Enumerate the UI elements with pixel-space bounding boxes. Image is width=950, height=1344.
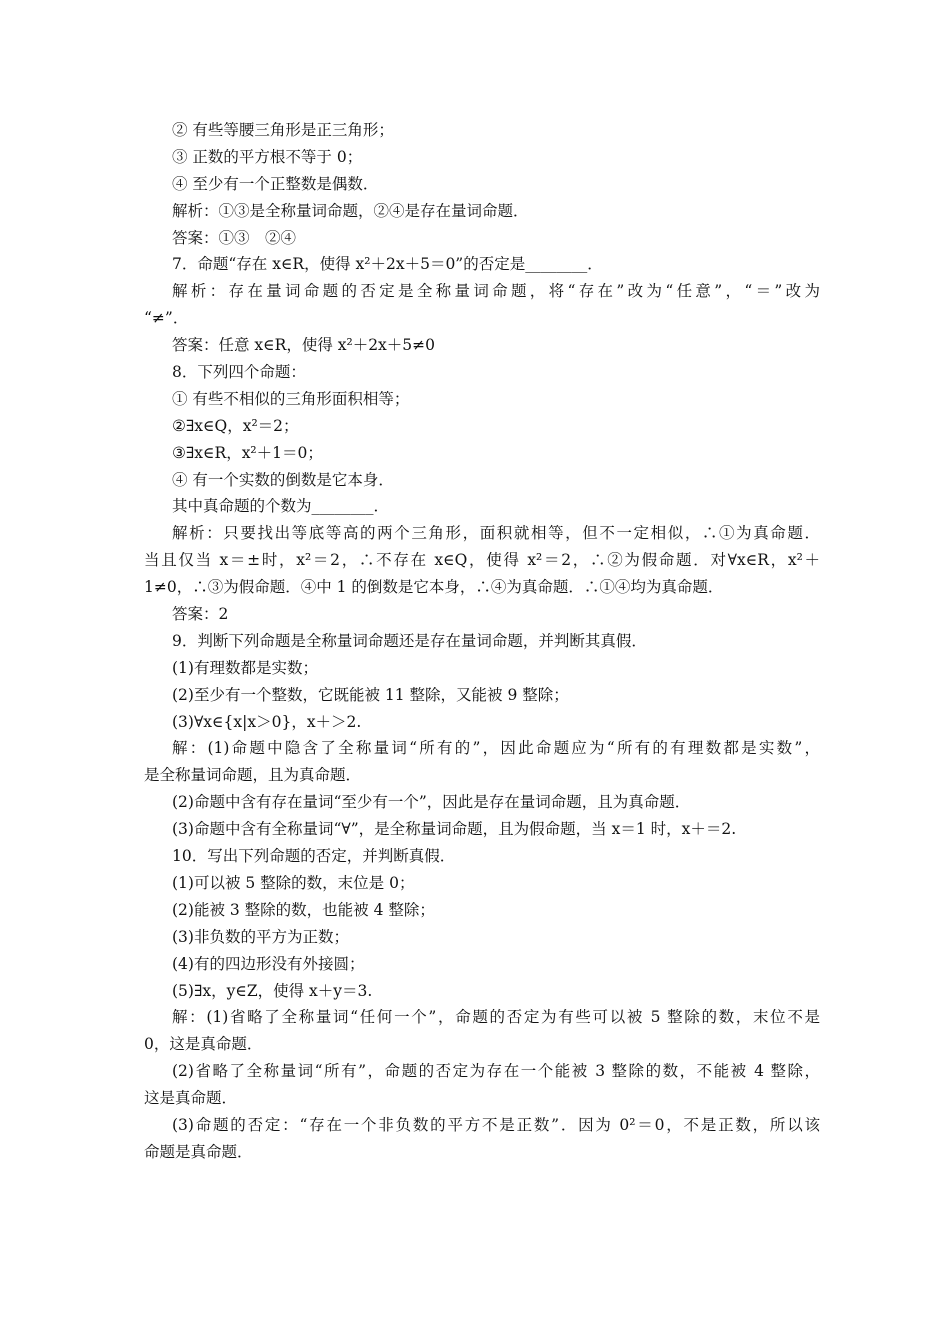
text-line: 这是真命题． xyxy=(144,1089,238,1108)
text-line: 1≠0，∴③为假命题．④中 1 的倒数是它本身，∴④为真命题．∴①④均为真命题． xyxy=(144,578,724,597)
text-line: 9．判断下列命题是全称量词命题还是存在量词命题，并判断其真假． xyxy=(172,631,647,650)
text-line: ④ 有一个实数的倒数是它本身． xyxy=(172,470,394,489)
text-line: 答案：①③ ②④ xyxy=(172,228,297,247)
text-line: 解：(1)命题中隐含了全称量词“所有的”，因此命题应为“所有的有理数都是实数”， xyxy=(172,739,820,758)
text-line: 0，这是真命题． xyxy=(144,1035,263,1054)
text-line: (3)非负数的平方为正数； xyxy=(172,927,349,946)
text-line: (4)有的四边形没有外接圆； xyxy=(172,954,365,973)
text-line: ④ 至少有一个正整数是偶数． xyxy=(172,174,379,193)
text-line: (5)∃x，y∈Z，使得 x＋y＝3. xyxy=(172,981,373,1000)
text-line: “≠”． xyxy=(144,309,189,328)
document-page xyxy=(144,117,820,1166)
text-line: (2)能被 3 整除的数，也能被 4 整除； xyxy=(172,900,435,919)
text-line: (2)至少有一个整数，它既能被 11 整除，又能被 9 整除； xyxy=(172,685,569,704)
text-line: 10．写出下列命题的否定，并判断真假． xyxy=(172,847,456,866)
text-line: 命题是真命题． xyxy=(144,1142,253,1161)
text-line: 解：(1)省略了全称量词“任何一个”，命题的否定为有些可以被 5 整除的数，末位不是 xyxy=(172,1008,820,1027)
text-line: ① 有些不相似的三角形面积相等； xyxy=(172,389,410,408)
text-line: ③ 正数的平方根不等于 0； xyxy=(172,147,363,166)
text-line: (3)命题的否定：“存在一个非负数的平方不是正数”．因为 0²＝0，不是正数，所以该 xyxy=(172,1115,820,1134)
text-line: 解析：存在量词命题的否定是全称量词命题，将“存在”改为“任意”，“＝”改为 xyxy=(172,282,820,301)
text-line: ③∃x∈R，x²＋1＝0； xyxy=(172,443,323,462)
text-line: (3)命题中含有全称量词“∀”，是全称量词命题，且为假命题，当 x＝1 时，x＋＝2. xyxy=(172,820,737,839)
text-line: 解析：只要找出等底等高的两个三角形，面积就相等，但不一定相似，∴①为真命题． xyxy=(172,524,820,543)
text-line: 解析：①③是全称量词命题，②④是存在量词命题． xyxy=(172,201,529,220)
text-line: 其中真命题的个数为________． xyxy=(172,497,390,516)
text-line: ②∃x∈Q，x²＝2； xyxy=(172,416,299,435)
text-line: (3)∀x∈{x|x＞0}，x＋＞2. xyxy=(172,712,362,731)
text-line: 答案：任意 x∈R，使得 x²＋2x＋5≠0 xyxy=(172,336,436,355)
text-line: 当且仅当 x＝±时，x²＝2，∴不存在 x∈Q，使得 x²＝2，∴②为假命题．对∀x∈R，x²＋ xyxy=(144,551,820,570)
text-line: (2)命题中含有存在量词“至少有一个”，因此是存在量词命题，且为真命题． xyxy=(172,793,691,812)
text-line: ② 有些等腰三角形是正三角形； xyxy=(172,121,394,139)
text-line: (1)有理数都是实数； xyxy=(172,658,318,677)
text-line: 8．下列四个命题： xyxy=(172,363,306,382)
text-line: 7．命题“存在 x∈R，使得 x²＋2x＋5＝0”的否定是________． xyxy=(172,255,603,274)
text-line: (2)省略了全称量词“所有”，命题的否定为存在一个能被 3 整除的数，不能被 4 整除， xyxy=(172,1062,820,1081)
text-line: (1)可以被 5 整除的数，末位是 0； xyxy=(172,873,415,892)
text-line: 答案：2 xyxy=(172,605,229,624)
text-line: 是全称量词命题，且为真命题． xyxy=(144,766,362,785)
